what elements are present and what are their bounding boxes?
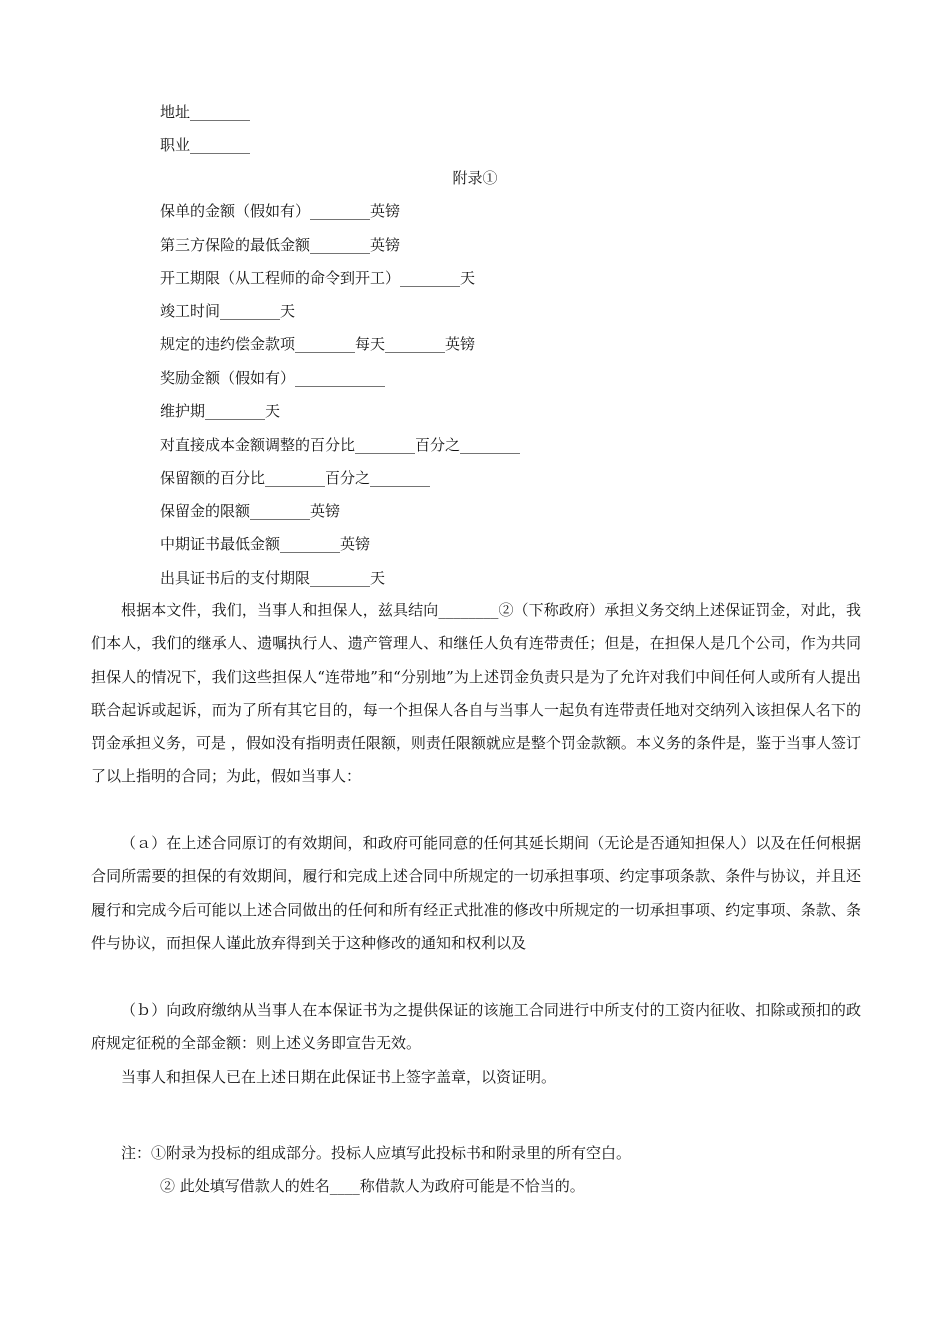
note-2: ② 此处填写借款人的姓名____称借款人为政府可能是不恰当的。	[160, 1177, 585, 1195]
witness-paragraph: 当事人和担保人已在上述日期在此保证书上签字盖章，以资证明。	[121, 1068, 557, 1086]
main-paragraph: 根据本文件，我们，当事人和担保人，兹具结向________②（下称政府）承担义务交纳上述保证罚金，对此，我们本人，我们的继承人、遗嘱执行人、遗产管理人、和继任人负有连带责任；但是，在担保人是几个公司，作为共同担保人的情况下，我们这些担保人“连带地”和“分别地”为上述罚金负责只是为了允许对我们中间任何人或所有人提出联合起诉或起诉，而为了所有其它目的，每一个担保人各自与当事人一起负有连带责任地对交纳列入该担保人名下的罚金承担义务，可是 ，假如没有指明责任限额，则责任限额就应是整个罚金款额。本义务的条件是，鉴于当事人签订了以上指明的合同；为此，假如当事人：	[91, 601, 861, 786]
appendix-item: 保留额的百分比________百分之________	[160, 469, 431, 487]
appendix-item: 出具证书后的支付期限________天	[160, 569, 386, 587]
note-1: 注：①附录为投标的组成部分。投标人应填写此投标书和附录里的所有空白。	[121, 1144, 632, 1162]
address-field: 地址________	[160, 103, 251, 121]
occupation-field: 职业________	[160, 136, 251, 154]
appendix-item: 开工期限（从工程师的命令到开工）________天	[160, 269, 476, 287]
clause-b-paragraph: （ｂ）向政府缴纳从当事人在本保证书为之提供保证的该施工合同进行中所支付的工资内征收、扣除或预扣的政府规定征税的全部金额：则上述义务即宣告无效。	[91, 1001, 861, 1053]
appendix-title: 附录①	[452, 169, 498, 187]
appendix-item: 第三方保险的最低金额________英镑	[160, 236, 401, 254]
appendix-item: 保单的金额（假如有）________英镑	[160, 202, 401, 220]
appendix-item: 奖励金额（假如有）____________	[160, 369, 386, 387]
appendix-item: 维护期________天	[160, 402, 281, 420]
appendix-item: 中期证书最低金额________英镑	[160, 535, 371, 553]
clause-a-paragraph: （ａ）在上述合同原订的有效期间，和政府可能同意的任何其延长期间（无论是否通知担保人）以及在任何根据合同所需要的担保的有效期间，履行和完成上述合同中所规定的一切承担事项、约定事项条款、条件与协议，并且还履行和完成今后可能以上述合同做出的任何和所有经正式批准的修改中所规定的一切承担事项、约定事项、条款、条件与协议，而担保人谨此放弃得到关于这种修改的通知和权利以及	[91, 834, 861, 952]
appendix-item: 竣工时间________天	[160, 302, 296, 320]
appendix-item: 保留金的限额________英镑	[160, 502, 341, 520]
appendix-item: 对直接成本金额调整的百分比________百分之________	[160, 436, 521, 454]
appendix-item: 规定的违约偿金款项________每天________英镑	[160, 335, 476, 353]
